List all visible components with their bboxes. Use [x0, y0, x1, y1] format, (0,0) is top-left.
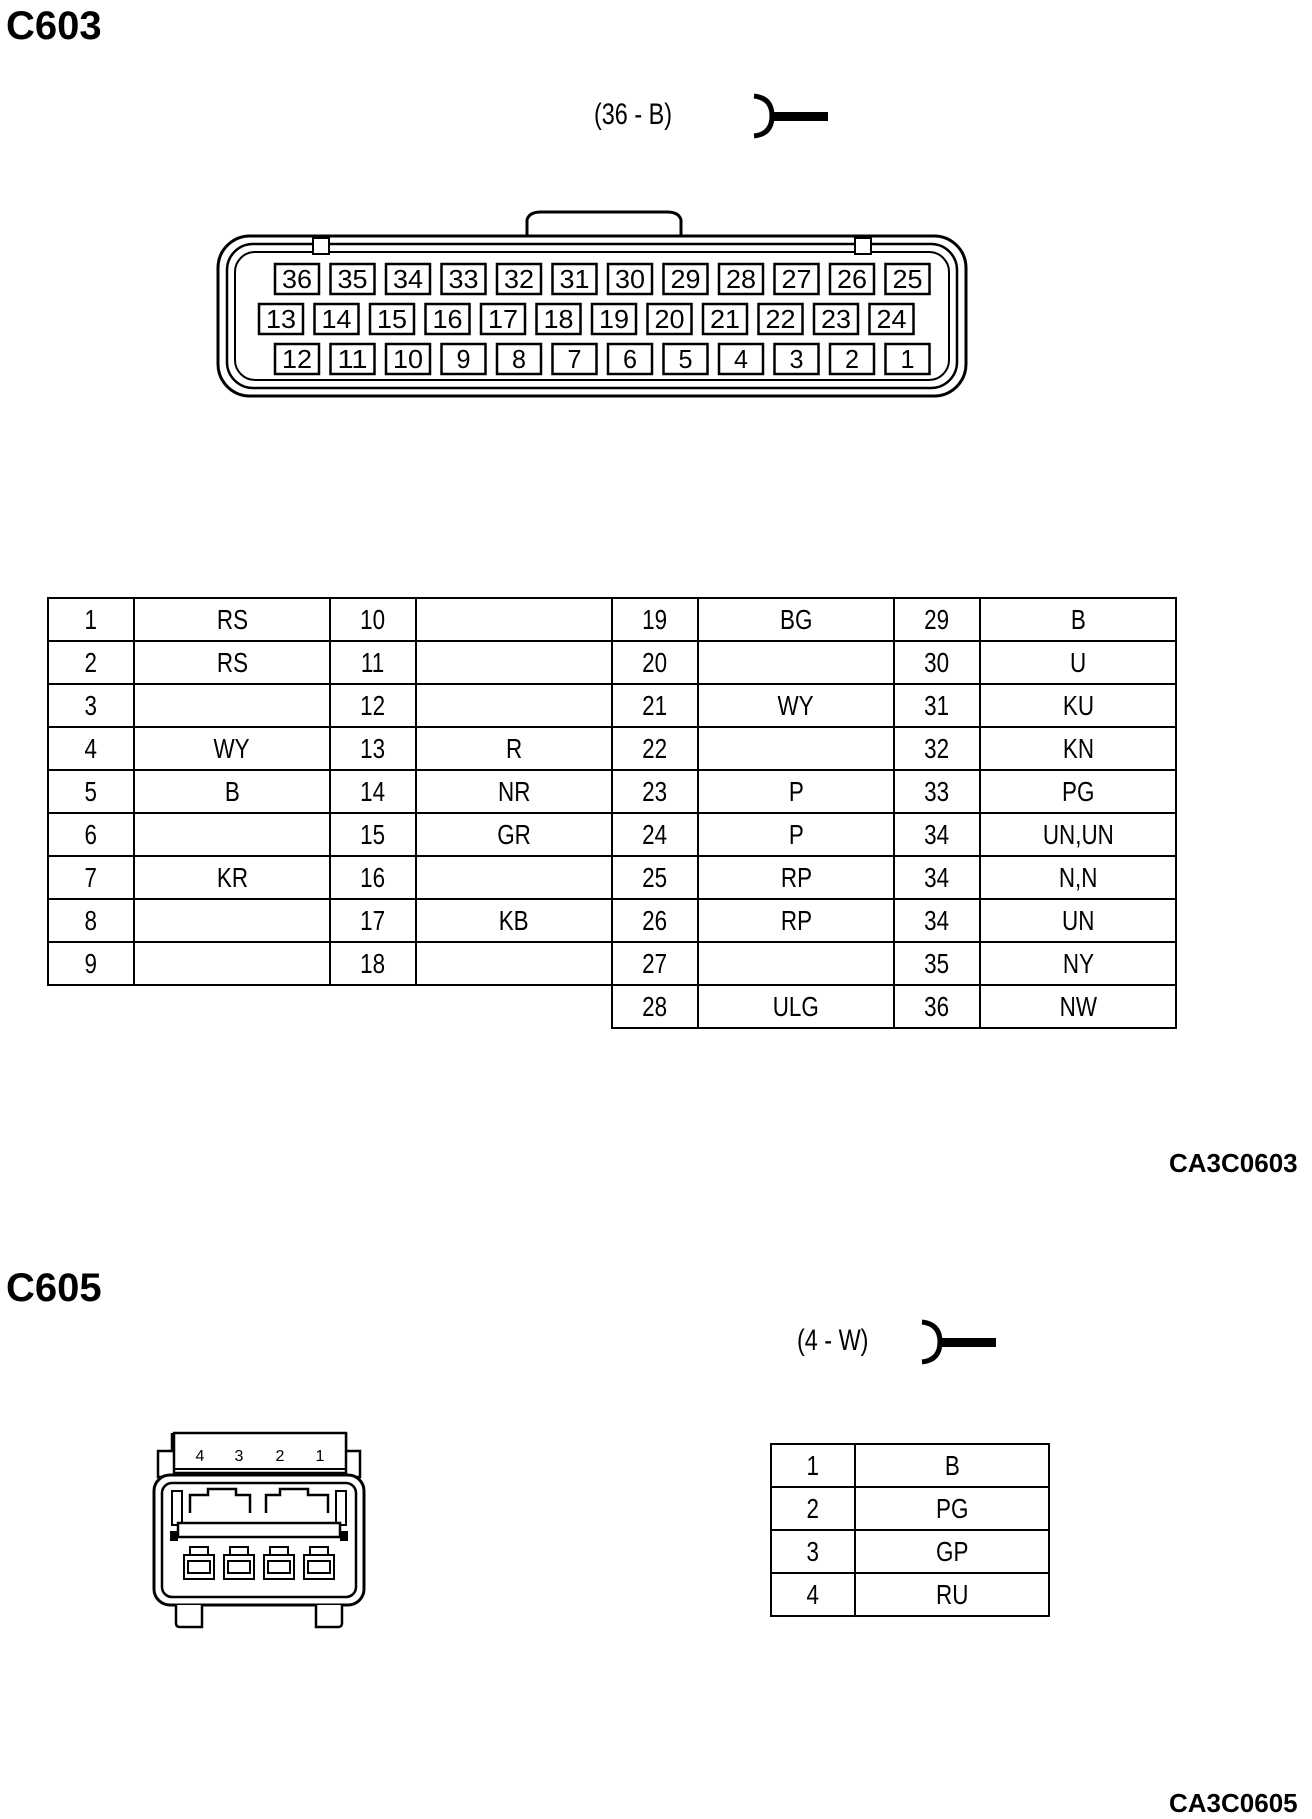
c603-pin-number: 2 — [845, 344, 859, 374]
pin-number-cell: 1 — [771, 1444, 855, 1487]
c603-pin-number: 1 — [900, 344, 915, 374]
c603-pin-number: 31 — [559, 264, 590, 294]
c605-title: C605 — [6, 1266, 102, 1310]
empty-cell — [416, 985, 612, 1028]
c603-pin-number: 28 — [726, 264, 756, 294]
c603-pin-number: 30 — [615, 264, 645, 294]
c603-pin-number: 18 — [543, 304, 574, 334]
table-row — [48, 727, 1176, 770]
pin-number-cell: 9 — [48, 942, 134, 985]
wire-color-cell — [134, 942, 330, 985]
c603-title: C603 — [6, 4, 102, 48]
c605-pin-label: 4 — [195, 1448, 205, 1465]
pin-number-cell: 26 — [612, 899, 698, 942]
c605-terminal-cavity — [270, 1547, 288, 1555]
c603-pin-number: 29 — [670, 264, 701, 294]
pin-number-cell: 33 — [894, 770, 980, 813]
wire-color-cell: P — [698, 770, 894, 813]
wire-color-cell — [698, 641, 894, 684]
wire-color-cell: UN,UN — [980, 813, 1176, 856]
pin-number-cell: 2 — [48, 641, 134, 684]
c603-pin-number: 7 — [567, 344, 582, 374]
wire-color-cell: PG — [980, 770, 1176, 813]
wire-color-cell: NR — [416, 770, 612, 813]
c605-terminal-cavity — [308, 1561, 330, 1573]
c603-pin-number: 10 — [393, 344, 423, 374]
c603-pin-number: 22 — [765, 304, 796, 334]
pin-number-cell: 4 — [48, 727, 134, 770]
pin-number-cell: 34 — [894, 813, 980, 856]
pin-number-cell: 34 — [894, 856, 980, 899]
pin-number-cell: 36 — [894, 985, 980, 1028]
pin-number-cell: 15 — [330, 813, 416, 856]
c603-pin-number: 13 — [266, 304, 296, 334]
pin-number-cell: 23 — [612, 770, 698, 813]
c605-terminal-cavity — [190, 1547, 208, 1555]
wire-color-cell: RP — [698, 856, 894, 899]
mating-side-symbol-icon — [918, 1318, 1000, 1368]
c603-pin-number: 36 — [282, 264, 312, 294]
pin-number-cell: 24 — [612, 813, 698, 856]
pin-number-cell: 1 — [48, 598, 134, 641]
c603-pin-number: 9 — [456, 344, 471, 374]
c605-figure-code: CA3C0605 — [1169, 1788, 1298, 1818]
c605-connector-diagram — [150, 1425, 370, 1647]
pin-number-cell: 6 — [48, 813, 134, 856]
empty-cell — [48, 985, 134, 1028]
c603-figure-code: CA3C0603 — [1169, 1148, 1298, 1178]
wire-color-cell: PG — [855, 1487, 1049, 1530]
table-row — [48, 770, 1176, 813]
wire-color-cell: R — [416, 727, 612, 770]
pin-number-cell: 3 — [771, 1530, 855, 1573]
wire-color-cell: RS — [134, 641, 330, 684]
c605-terminal-cavity — [188, 1561, 210, 1573]
pin-number-cell: 35 — [894, 942, 980, 985]
c605-terminal-cavity — [228, 1561, 250, 1573]
wire-color-cell: RP — [698, 899, 894, 942]
c603-pin-number: 3 — [789, 344, 804, 374]
wire-color-cell: B — [980, 598, 1176, 641]
wire-color-cell: RS — [134, 598, 330, 641]
wire-color-cell — [416, 856, 612, 899]
c603-pin-table — [47, 597, 1177, 1029]
wire-color-cell: NY — [980, 942, 1176, 985]
pin-number-cell: 8 — [48, 899, 134, 942]
c603-pin-number: 23 — [821, 304, 851, 334]
wire-color-cell: WY — [134, 727, 330, 770]
pin-number-cell: 34 — [894, 899, 980, 942]
c605-pin-table — [770, 1443, 1050, 1617]
pin-number-cell: 12 — [330, 684, 416, 727]
pin-number-cell: 31 — [894, 684, 980, 727]
c605-terminal-cavity — [230, 1547, 248, 1555]
c603-pin-number: 33 — [448, 264, 479, 294]
table-row — [48, 985, 1176, 1028]
table-row — [48, 641, 1176, 684]
c603-pin-number: 35 — [337, 264, 368, 294]
pin-number-cell: 27 — [612, 942, 698, 985]
table-row — [48, 813, 1176, 856]
pin-number-cell: 4 — [771, 1573, 855, 1616]
c603-pin-number: 25 — [892, 264, 923, 294]
wire-color-cell — [416, 598, 612, 641]
wire-color-cell: WY — [698, 684, 894, 727]
c603-pin-number: 8 — [512, 344, 526, 374]
pin-number-cell: 25 — [612, 856, 698, 899]
wire-color-cell: KU — [980, 684, 1176, 727]
wire-color-cell: NW — [980, 985, 1176, 1028]
wire-color-cell: BG — [698, 598, 894, 641]
c603-connector-diagram — [215, 210, 970, 410]
pin-number-cell: 7 — [48, 856, 134, 899]
table-row — [48, 942, 1176, 985]
pin-number-cell: 28 — [612, 985, 698, 1028]
c605-terminal-cavity — [268, 1561, 290, 1573]
c605-pin-label: 2 — [275, 1448, 285, 1465]
pin-number-cell: 16 — [330, 856, 416, 899]
wire-color-cell — [698, 942, 894, 985]
c603-pin-number: 11 — [337, 344, 368, 374]
wire-color-cell: B — [134, 770, 330, 813]
c603-connector-spec: (36 - B) — [594, 98, 673, 131]
c603-pin-grid — [259, 264, 930, 374]
c603-pin-number: 5 — [678, 344, 693, 374]
wire-color-cell — [698, 727, 894, 770]
c603-pin-number: 32 — [504, 264, 534, 294]
c603-pin-number: 14 — [321, 304, 352, 334]
table-row — [771, 1487, 1049, 1530]
wire-color-cell — [134, 684, 330, 727]
c603-pin-number: 6 — [623, 344, 637, 374]
c605-terminal-cavity — [310, 1547, 328, 1555]
wire-color-cell: GP — [855, 1530, 1049, 1573]
wire-color-cell — [416, 684, 612, 727]
wire-color-cell — [134, 899, 330, 942]
pin-number-cell: 13 — [330, 727, 416, 770]
wire-color-cell — [416, 942, 612, 985]
wire-color-cell: KN — [980, 727, 1176, 770]
c603-pin-number: 12 — [282, 344, 312, 374]
c605-pin-label: 3 — [234, 1448, 244, 1465]
c603-pin-number: 4 — [734, 344, 748, 374]
wire-color-cell — [416, 641, 612, 684]
pin-number-cell: 14 — [330, 770, 416, 813]
table-row — [48, 598, 1176, 641]
c603-pin-number: 24 — [876, 304, 907, 334]
c603-pin-number: 20 — [654, 304, 685, 334]
c603-pin-number: 21 — [710, 304, 740, 334]
pin-number-cell: 20 — [612, 641, 698, 684]
c603-pin-number: 17 — [488, 304, 518, 334]
c603-pin-number: 26 — [837, 264, 867, 294]
empty-cell — [330, 985, 416, 1028]
wire-color-cell: UN — [980, 899, 1176, 942]
pin-number-cell: 22 — [612, 727, 698, 770]
pin-number-cell: 2 — [771, 1487, 855, 1530]
wire-color-cell: GR — [416, 813, 612, 856]
wire-color-cell — [134, 813, 330, 856]
table-row — [48, 899, 1176, 942]
pin-number-cell: 32 — [894, 727, 980, 770]
c605-pin-label: 1 — [315, 1448, 325, 1465]
c605-connector-spec: (4 - W) — [797, 1324, 869, 1357]
c603-pin-number: 15 — [377, 304, 407, 334]
wire-color-cell: B — [855, 1444, 1049, 1487]
pin-number-cell: 18 — [330, 942, 416, 985]
table-row — [771, 1573, 1049, 1616]
pin-number-cell: 21 — [612, 684, 698, 727]
pin-number-cell: 10 — [330, 598, 416, 641]
pin-number-cell: 19 — [612, 598, 698, 641]
pin-number-cell: 29 — [894, 598, 980, 641]
empty-cell — [134, 985, 330, 1028]
c603-pin-number: 16 — [432, 304, 463, 334]
wire-color-cell: P — [698, 813, 894, 856]
pin-number-cell: 3 — [48, 684, 134, 727]
wire-color-cell: RU — [855, 1573, 1049, 1616]
table-row — [771, 1530, 1049, 1573]
pin-number-cell: 5 — [48, 770, 134, 813]
table-row — [48, 684, 1176, 727]
mating-side-symbol-icon — [750, 92, 832, 142]
table-row — [48, 856, 1176, 899]
wire-color-cell: ULG — [698, 985, 894, 1028]
table-row — [771, 1444, 1049, 1487]
wire-color-cell: KB — [416, 899, 612, 942]
c603-pin-number: 19 — [599, 304, 629, 334]
c603-pin-number: 34 — [393, 264, 423, 294]
pin-number-cell: 17 — [330, 899, 416, 942]
c603-pin-number: 27 — [781, 264, 812, 294]
pin-number-cell: 11 — [330, 641, 416, 684]
wire-color-cell: N,N — [980, 856, 1176, 899]
wire-color-cell: U — [980, 641, 1176, 684]
pin-number-cell: 30 — [894, 641, 980, 684]
wire-color-cell: KR — [134, 856, 330, 899]
